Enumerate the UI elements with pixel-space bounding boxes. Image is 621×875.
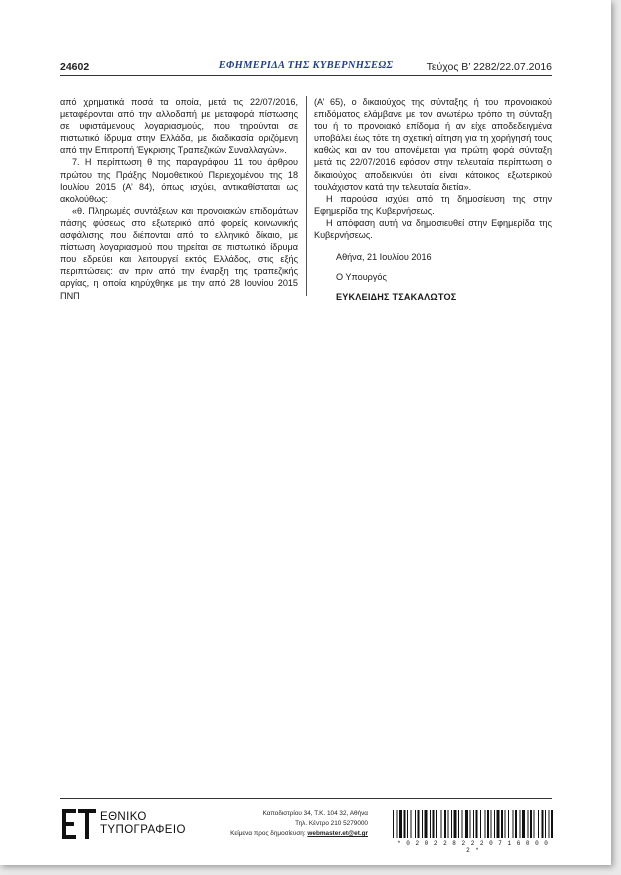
page-header [60,59,552,75]
right-column [314,96,552,303]
email-label: Κείμενα προς δημοσίευση: [230,830,306,837]
logo-text [100,811,186,837]
et-logo-icon [62,809,96,839]
barcode [393,810,553,854]
barcode-bars [393,810,553,838]
email-link[interactable]: webmaster.et@et.gr [307,830,368,837]
header-rule [60,75,552,76]
contact-info [190,809,368,839]
footer-rule [60,798,552,799]
column-divider [306,96,307,296]
address: Καποδιστρίου 34, Τ.Κ. 104 32, Αθήνα [262,810,368,817]
phone: Τηλ. Κέντρο 210 5279000 [295,820,368,827]
national-printing-office-logo [62,809,186,841]
gazette-title: ΕΦΗΜΕΡΙΔΑ ΤΗΣ ΚΥΒΕΡΝΗΣΕΩΣ [218,60,394,71]
paragraph: (Α’ 65), ο δικαιούχος της σύνταξης ή του προνοιακού επιδόματος ελάμβανε με τον ανωτέρω τρόπο τη σύνταξη του ή το προνοιακό επίδομα ή αν είχε αποδεδειγμένα υποβάλει έως τότε τη σχετική αίτηση για τη χορήγησή τους καθώς και αν του απονέμεται για πρώτη φορά σύνταξη μετά τις 22/07/2016 εφόσον στην τελευταία περίπτωση ο δικαιούχος αποδεικνύει ότι είναι κάτοικος εξωτερικού τουλάχιστον κατά την τελευταία διετία». [314,97,552,192]
left-column [60,96,298,302]
issue-reference: Τεύχος Β’ 2282/22.07.2016 [426,61,552,73]
signature-name: ΕΥΚΛΕΙΔΗΣ ΤΣΑΚΑΛΩΤΟΣ [336,292,457,303]
paragraph: Η παρούσα ισχύει από τη δημοσίευση της στην Εφημερίδα της Κυβερνήσεως. [314,193,552,216]
email-line [190,829,368,839]
paragraph: 7. Η περίπτωση θ της παραγράφου 11 του άρθρου πρώτου της Πράξης Νομοθετικού Περιεχομένου της 18 Ιουλίου 2015 (Α’ 84), όπως ισχύει, αντικαθίσταται ως ακολούθως: [60,157,298,204]
paragraph: «θ. Πληρωμές συντάξεων και προνοιακών επιδομάτων πάσης φύσεως στο εξωτερικό από φορείς κοινωνικής ασφάλισης που διέπονται από το ελληνικό δίκαιο, με πίστωση λογαριασμού που τηρείται σε πιστωτικό ίδρυμα που εδρεύει και λειτουργεί εκτός Ελλάδος, στις εξής περιπτώσεις: αν πριν από την έναρξη της τραπεζικής αργίας, η οποία κηρύχθηκε με την από 28 Ιουνίου 2015 ΠΝΠ [60,205,298,301]
page-number: 24602 [60,61,90,73]
paragraph: Η απόφαση αυτή να δημοσιευθεί στην Εφημερίδα της Κυβερνήσεως. [314,217,552,241]
logo-text-line: ΕΘΝΙΚΟ [100,811,147,823]
signature-title: Ο Υπουργός [336,272,387,283]
signature-date: Αθήνα, 21 Ιουλίου 2016 [336,252,432,263]
barcode-number: * 0 2 0 2 2 8 2 2 2 0 7 1 6 0 0 0 2 * [397,840,549,854]
paragraph: από χρηματικά ποσά τα οποία, μετά τις 22/07/2016, μεταφέρονται από την αλλοδαπή με μεταφορά πίστωσης σε υφιστάμενους λογαριασμούς, που τηρούνται σε πιστωτικό ίδρυμα στην Ελλάδα, με διαδικασία οριζόμενη από την Επιτροπή Έγκρισης Τραπεζικών Συναλλαγών». [60,97,298,156]
logo-text-line: ΤΥΠΟΓΡΑΦΕΙΟ [100,824,186,836]
